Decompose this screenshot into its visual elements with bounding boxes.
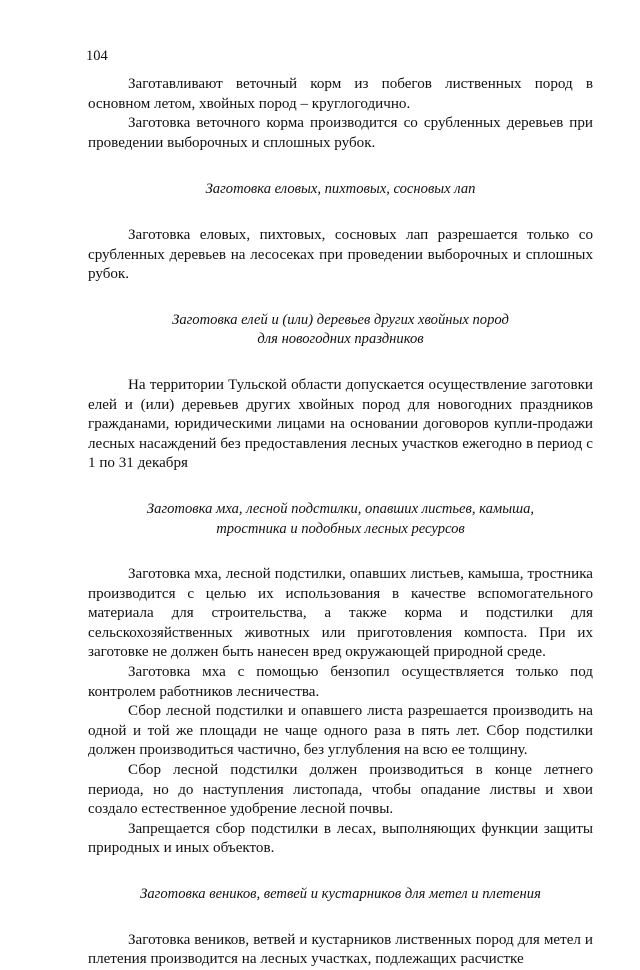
heading-line: Заготовка елей и (или) деревьев других хвойных пород bbox=[172, 311, 509, 328]
paragraph-moss-litter-purpose: Заготовка мха, лесной подстилки, опавших листьев, камыша, тростника производится с целью их использования в качестве вспомогательного материала для строительства, а также корма и подстилки для сельскохозяйственных животных или приготовления компоста. При их заготовке не должен быть нанесен вред окружающей природной среде. bbox=[88, 566, 593, 661]
heading-line: для новогодних праздников bbox=[257, 331, 424, 348]
section-heading-moss-litter bbox=[88, 500, 593, 539]
paragraph-litter-timing: Сбор лесной подстилки должен производиться в конце летнего периода, но до наступления листопада, чтобы опадание листвы и хвои создало естественное удобрение лесной почвы. bbox=[88, 762, 593, 818]
section-heading-brooms-weaving bbox=[88, 885, 593, 905]
page-number: 104 bbox=[86, 48, 108, 64]
heading-line: тростника и подобных лесных ресурсов bbox=[216, 520, 465, 537]
section-heading-christmas-trees bbox=[88, 311, 593, 350]
paragraph-christmas-trees: На территории Тульской области допускается осуществление заготовки елей и (или) деревьев других хвойных пород для новогодних праздников гражданами, юридическими лицами на основании договоров купли-продажи лесных насаждений без предоставления лесных участков ежегодно в период с 1 по 31 декабря bbox=[88, 376, 593, 472]
heading-line: Заготовка веников, ветвей и кустарников для метел и плетения bbox=[140, 886, 541, 902]
section-heading-conifer-branches bbox=[88, 180, 593, 200]
paragraph-conifer-branches: Заготовка еловых, пихтовых, сосновых лап разрешается только со срубленных деревьев на лесосеках при проведении выборочных и сплошных рубок. bbox=[88, 226, 593, 283]
heading-line: Заготовка еловых, пихтовых, сосновых лап bbox=[205, 181, 476, 198]
heading-line: Заготовка мха, лесной подстилки, опавших листьев, камыша, bbox=[146, 500, 535, 517]
paragraph-moss-chainsaw: Заготовка мха с помощью бензопил осуществляется только под контролем работников лесничества. bbox=[88, 664, 593, 700]
document-body bbox=[88, 75, 593, 970]
paragraph-browse-feed-source: Заготовка веточного корма производится со срубленных деревьев при проведении выборочных и сплошных рубок. bbox=[88, 115, 593, 151]
paragraph-litter-frequency: Сбор лесной подстилки и опавшего листа разрешается производить на одной и той же площади не чаще одного раза в пять лет. Сбор подстилки должен производиться частично, без углубления на всю ее толщину. bbox=[88, 703, 593, 759]
paragraph-brooms-weaving: Заготовка веников, ветвей и кустарников лиственных пород для метел и плетения производится на лесных участках, подлежащих расчистке bbox=[88, 931, 593, 968]
paragraph-browse-feed-season: Заготавливают веточный корм из побегов лиственных пород в основном летом, хвойных пород – круглогодично. bbox=[88, 76, 593, 112]
paragraph-litter-prohibition: Запрещается сбор подстилки в лесах, выполняющих функции защиты природных и иных объектов. bbox=[88, 820, 593, 857]
